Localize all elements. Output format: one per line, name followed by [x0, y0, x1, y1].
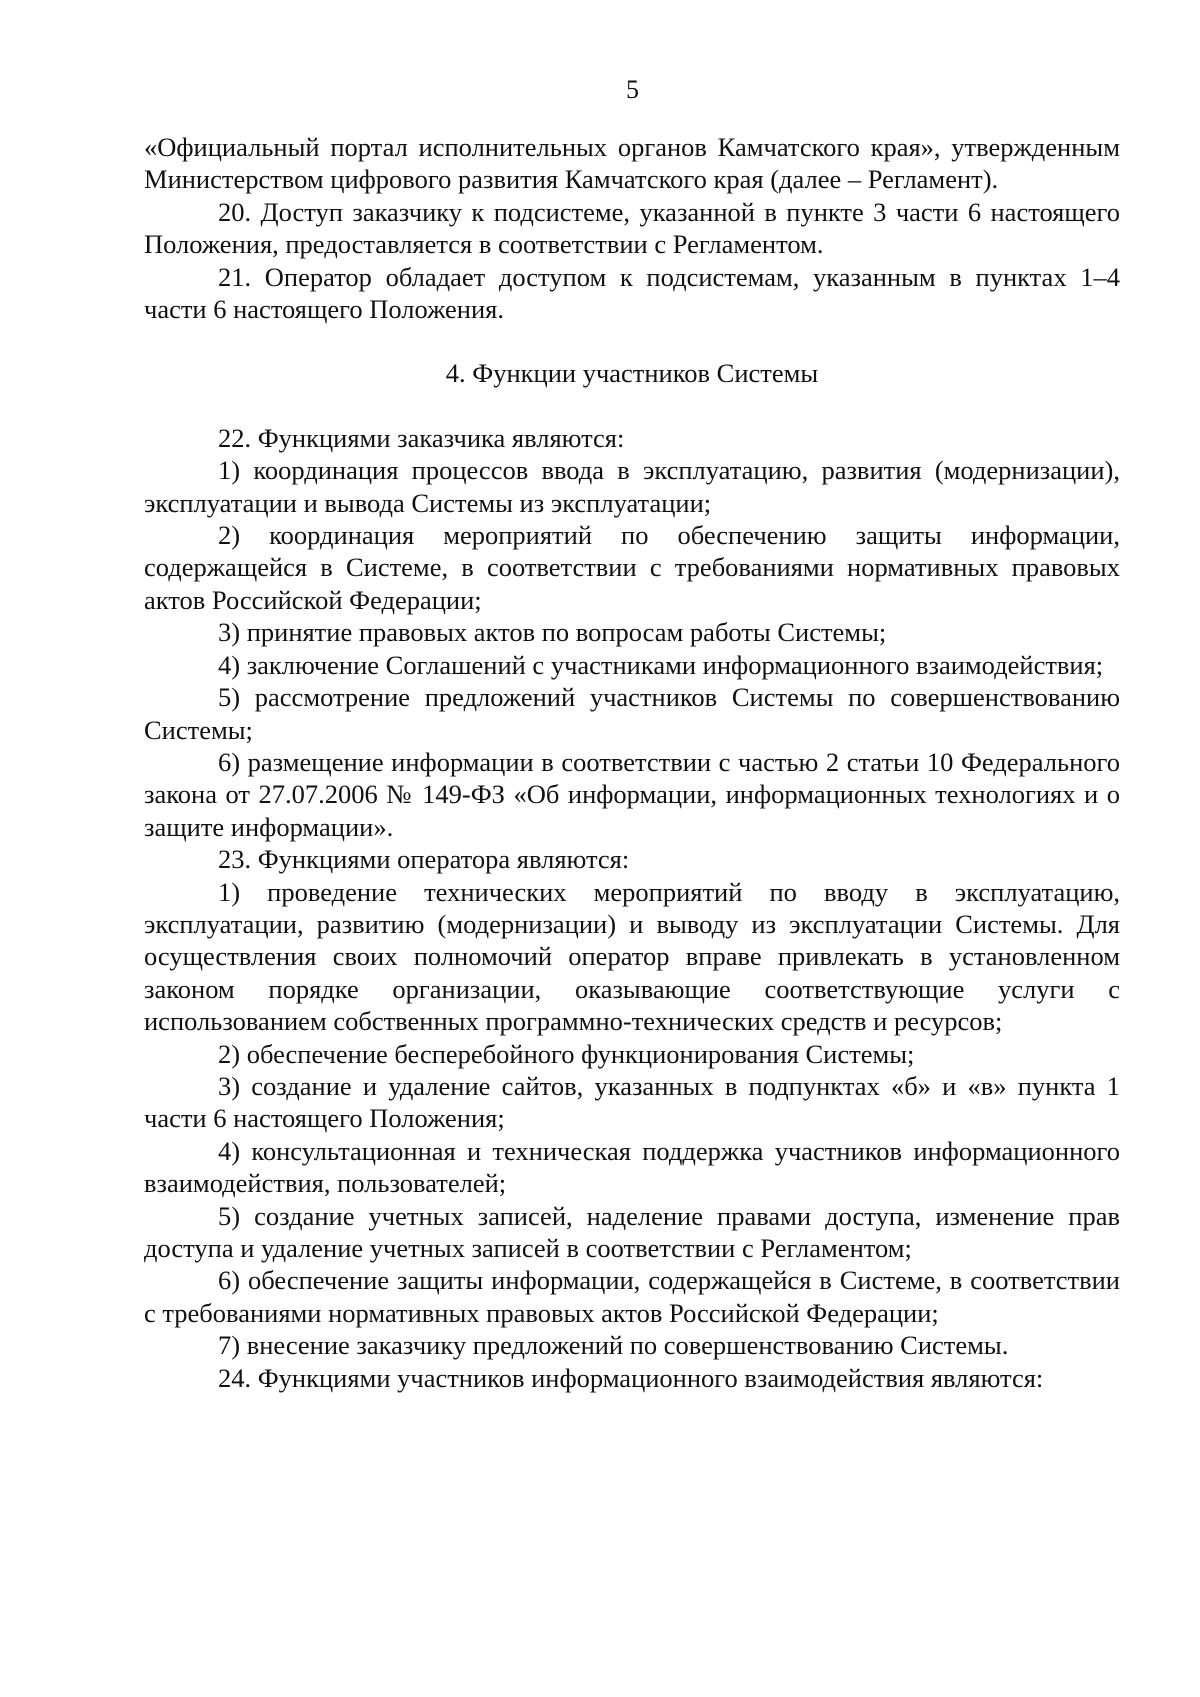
paragraph-22-item-3: 3) принятие правовых актов по вопросам работы Системы;	[218, 617, 887, 648]
paragraph-23-item-3: 3) создание и удаление сайтов, указанных в подпунктах «б» и «в» пункта 1 части 6 настоящего Положения;	[144, 1070, 1120, 1134]
paragraph-22-item-2: 2) координация мероприятий по обеспечению защиты информации, содержащейся в Системе, в соответствии с требованиями нормативных правовых актов Российской Федерации;	[144, 520, 1120, 615]
paragraph-22: 22. Функциями заказчика являются:	[218, 422, 625, 453]
paragraph-23-item-6: 6) обеспечение защиты информации, содержащейся в Системе, в соответствии с требованиями нормативных правовых актов Российской Федерации;	[144, 1265, 1120, 1328]
paragraph-23-item-7: 7) внесение заказчику предложений по совершенствованию Системы.	[218, 1330, 1009, 1361]
paragraph-22-item-1: 1) координация процессов ввода в эксплуатацию, развития (модернизации), эксплуатации и вывода Системы из эксплуатации;	[144, 455, 1120, 518]
paragraph-23-item-2: 2) обеспечение бесперебойного функционирования Системы;	[218, 1038, 915, 1069]
paragraph-22-item-6: 6) размещение информации в соответствии с частью 2 статьи 10 Федерального закона от 27.07.2006 № 149-ФЗ «Об информации, информационных технологиях и о защите информации».	[144, 746, 1120, 842]
page-number: 5	[626, 75, 639, 104]
paragraph-20: 20. Доступ заказчику к подсистеме, указанной в пункте 3 части 6 настоящего Положения, предоставляется в соответствии с Регламентом.	[144, 196, 1120, 260]
paragraph-23-item-1: 1) проведение технических мероприятий по вводу в эксплуатацию, эксплуатации, развитию (модернизации) и выводу из эксплуатации Системы. Для осуществления своих полномочий оператор вправе привлекать в установленном законом порядке организации, оказывающие соответствующие услуги с использованием собственных программно-технических средств и ресурсов;	[144, 876, 1120, 1037]
paragraph-23: 23. Функциями оператора являются:	[218, 844, 630, 875]
paragraph-regulation-continuation: «Официальный портал исполнительных органов Камчатского края», утвержденным Министерством цифрового развития Камчатского края (далее – Регламент).	[144, 132, 1120, 195]
paragraph-22-item-5: 5) рассмотрение предложений участников Системы по совершенствованию Системы;	[144, 682, 1120, 745]
paragraph-24: 24. Функциями участников информационного взаимодействия являются:	[218, 1362, 1044, 1393]
document-body	[144, 131, 1120, 1394]
paragraph-22-item-4: 4) заключение Соглашений с участниками информационного взаимодействия;	[218, 649, 1104, 680]
paragraph-21: 21. Оператор обладает доступом к подсистемам, указанным в пунктах 1–4 части 6 настоящего Положения.	[144, 261, 1120, 325]
paragraph-23-item-5: 5) создание учетных записей, наделение правами доступа, изменение прав доступа и удаление учетных записей в соответствии с Регламентом;	[144, 1200, 1120, 1263]
paragraph-23-item-4: 4) консультационная и техническая поддержка участников информационного взаимодействия, пользователей;	[144, 1135, 1120, 1199]
section-heading: 4. Функции участников Системы	[445, 358, 819, 389]
